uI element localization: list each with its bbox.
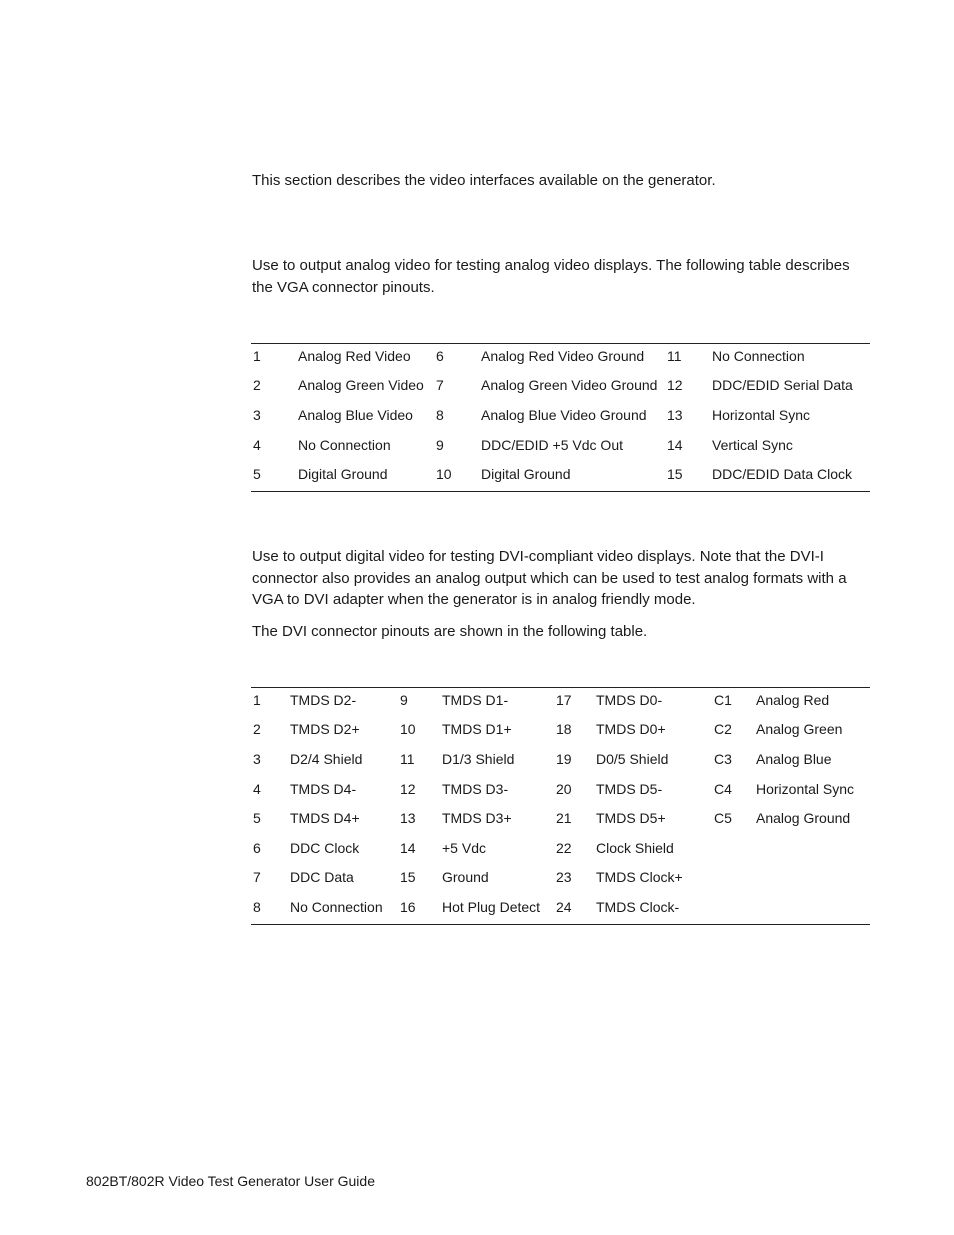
pin-number: 15 xyxy=(667,466,683,483)
pin-signal: D0/5 Shield xyxy=(596,750,669,767)
table-row xyxy=(251,400,870,430)
pin-signal: Analog Blue xyxy=(756,750,832,767)
pin-signal: TMDS D0+ xyxy=(596,721,666,738)
dvi-pinout-table xyxy=(251,685,870,922)
pin-number: 15 xyxy=(400,869,416,886)
pin-number: C5 xyxy=(714,810,732,827)
pin-number: 12 xyxy=(667,377,683,394)
pin-number xyxy=(712,833,754,863)
pin-number: 7 xyxy=(253,869,261,886)
pin-signal xyxy=(754,892,870,922)
pin-signal: D2/4 Shield xyxy=(290,750,363,767)
pin-number: 18 xyxy=(556,721,572,738)
pin-number: C4 xyxy=(714,780,732,797)
pin-signal: TMDS D2- xyxy=(290,691,357,708)
pin-number: 8 xyxy=(253,898,261,915)
pin-number: 11 xyxy=(400,750,415,767)
pin-number: 6 xyxy=(436,347,444,364)
pin-signal: Vertical Sync xyxy=(712,436,793,453)
pin-number: 13 xyxy=(667,406,683,423)
pin-number: 21 xyxy=(556,810,572,827)
table-row xyxy=(251,341,870,371)
pin-number: 1 xyxy=(253,347,261,364)
table-row xyxy=(251,803,870,833)
pin-number: 7 xyxy=(436,377,444,394)
pin-signal: TMDS D1+ xyxy=(442,721,512,738)
pin-number: 8 xyxy=(436,406,444,423)
pin-number: 2 xyxy=(253,721,261,738)
pin-number: 22 xyxy=(556,839,572,856)
pin-signal: TMDS D4+ xyxy=(290,810,360,827)
pin-signal: Hot Plug Detect xyxy=(442,898,541,915)
pin-number: 17 xyxy=(556,691,572,708)
pin-number: 10 xyxy=(400,721,416,738)
pin-number: C3 xyxy=(714,750,732,767)
pin-signal: Analog Ground xyxy=(756,810,851,827)
pin-number: 4 xyxy=(253,780,261,797)
pin-signal xyxy=(754,833,870,863)
pin-signal: Analog Red Video Ground xyxy=(481,347,645,364)
table-row xyxy=(251,774,870,804)
dvi-table-bottom-rule xyxy=(251,924,870,925)
table-row xyxy=(251,833,870,863)
pin-number: 14 xyxy=(667,436,683,453)
pin-number: 9 xyxy=(400,691,408,708)
pin-number: 23 xyxy=(556,869,572,886)
pin-number: 1 xyxy=(253,691,261,708)
pin-signal: Digital Ground xyxy=(481,466,571,483)
pin-signal: Analog Green xyxy=(756,721,843,738)
pin-signal: TMDS D3+ xyxy=(442,810,512,827)
pin-signal: DDC/EDID Serial Data xyxy=(712,377,853,394)
pin-signal: No Connection xyxy=(290,898,383,915)
pin-number: 2 xyxy=(253,377,261,394)
pin-number: 12 xyxy=(400,780,416,797)
pin-signal: Digital Ground xyxy=(298,466,388,483)
table-row xyxy=(251,459,870,489)
pin-signal: Analog Red xyxy=(756,691,830,708)
pin-number: 5 xyxy=(253,810,261,827)
pin-number: 13 xyxy=(400,810,416,827)
pin-signal: DDC/EDID +5 Vdc Out xyxy=(481,436,623,453)
vga-table-bottom-rule xyxy=(251,491,870,492)
pin-signal: TMDS D4- xyxy=(290,780,357,797)
pin-number: 14 xyxy=(400,839,416,856)
pin-number: 4 xyxy=(253,436,261,453)
pin-number: 19 xyxy=(556,750,572,767)
pin-number: 10 xyxy=(436,466,452,483)
pin-number: 5 xyxy=(253,466,261,483)
pin-number: C1 xyxy=(714,691,732,708)
pin-signal: TMDS D2+ xyxy=(290,721,360,738)
pin-number: 16 xyxy=(400,898,416,915)
table-row xyxy=(251,892,870,922)
pin-signal: DDC Clock xyxy=(290,839,360,856)
pin-signal: Analog Blue Video xyxy=(298,406,413,423)
pin-number xyxy=(712,863,754,893)
table-row xyxy=(251,715,870,745)
pin-signal: No Connection xyxy=(298,436,391,453)
pin-signal: TMDS D3- xyxy=(442,780,509,797)
pin-signal: D1/3 Shield xyxy=(442,750,515,767)
pin-signal: +5 Vdc xyxy=(442,839,486,856)
pin-signal: Clock Shield xyxy=(596,839,674,856)
pin-signal: TMDS Clock+ xyxy=(596,869,683,886)
intro-paragraph: This section describes the video interfaces available on the generator. xyxy=(252,172,716,189)
pin-signal: Analog Green Video Ground xyxy=(481,377,658,394)
pin-number: 3 xyxy=(253,750,261,767)
pin-signal: Analog Green Video xyxy=(298,377,424,394)
pin-signal: Ground xyxy=(442,869,489,886)
pin-number: 9 xyxy=(436,436,444,453)
table-row xyxy=(251,863,870,893)
pin-number: 6 xyxy=(253,839,261,856)
pin-signal: TMDS Clock- xyxy=(596,898,680,915)
pin-signal: TMDS D5- xyxy=(596,780,663,797)
table-row xyxy=(251,371,870,401)
pin-signal: No Connection xyxy=(712,347,805,364)
pin-number: C2 xyxy=(714,721,732,738)
vga-pinout-table xyxy=(251,341,870,489)
pin-signal: TMDS D1- xyxy=(442,691,509,708)
page-footer: 802BT/802R Video Test Generator User Guide xyxy=(86,1173,375,1189)
vga-description: Use to output analog video for testing analog video displays. The following table describes the VGA connector pinouts. xyxy=(252,257,850,296)
table-row xyxy=(251,685,870,715)
pin-signal: Analog Red Video xyxy=(298,347,411,364)
pin-signal: DDC/EDID Data Clock xyxy=(712,466,853,483)
pin-signal: Horizontal Sync xyxy=(712,406,811,423)
pin-signal: TMDS D0- xyxy=(596,691,663,708)
pin-signal xyxy=(754,863,870,893)
dvi-description: Use to output digital video for testing DVI-compliant video displays. Note that the DVI-I connector also provides an analog output which can be used to test analog formats with a VGA to DVI adapter when the generator is in analog friendly mode. xyxy=(252,548,847,608)
table-row xyxy=(251,744,870,774)
pin-signal: Horizontal Sync xyxy=(756,780,855,797)
pin-number: 11 xyxy=(667,347,682,364)
pin-signal: Analog Blue Video Ground xyxy=(481,406,647,423)
pin-number xyxy=(712,892,754,922)
pin-signal: DDC Data xyxy=(290,869,354,886)
pin-number: 3 xyxy=(253,406,261,423)
table-row xyxy=(251,430,870,460)
pin-number: 24 xyxy=(556,898,572,915)
pin-signal: TMDS D5+ xyxy=(596,810,666,827)
pin-number: 20 xyxy=(556,780,572,797)
dvi-table-note: The DVI connector pinouts are shown in the following table. xyxy=(252,623,648,640)
